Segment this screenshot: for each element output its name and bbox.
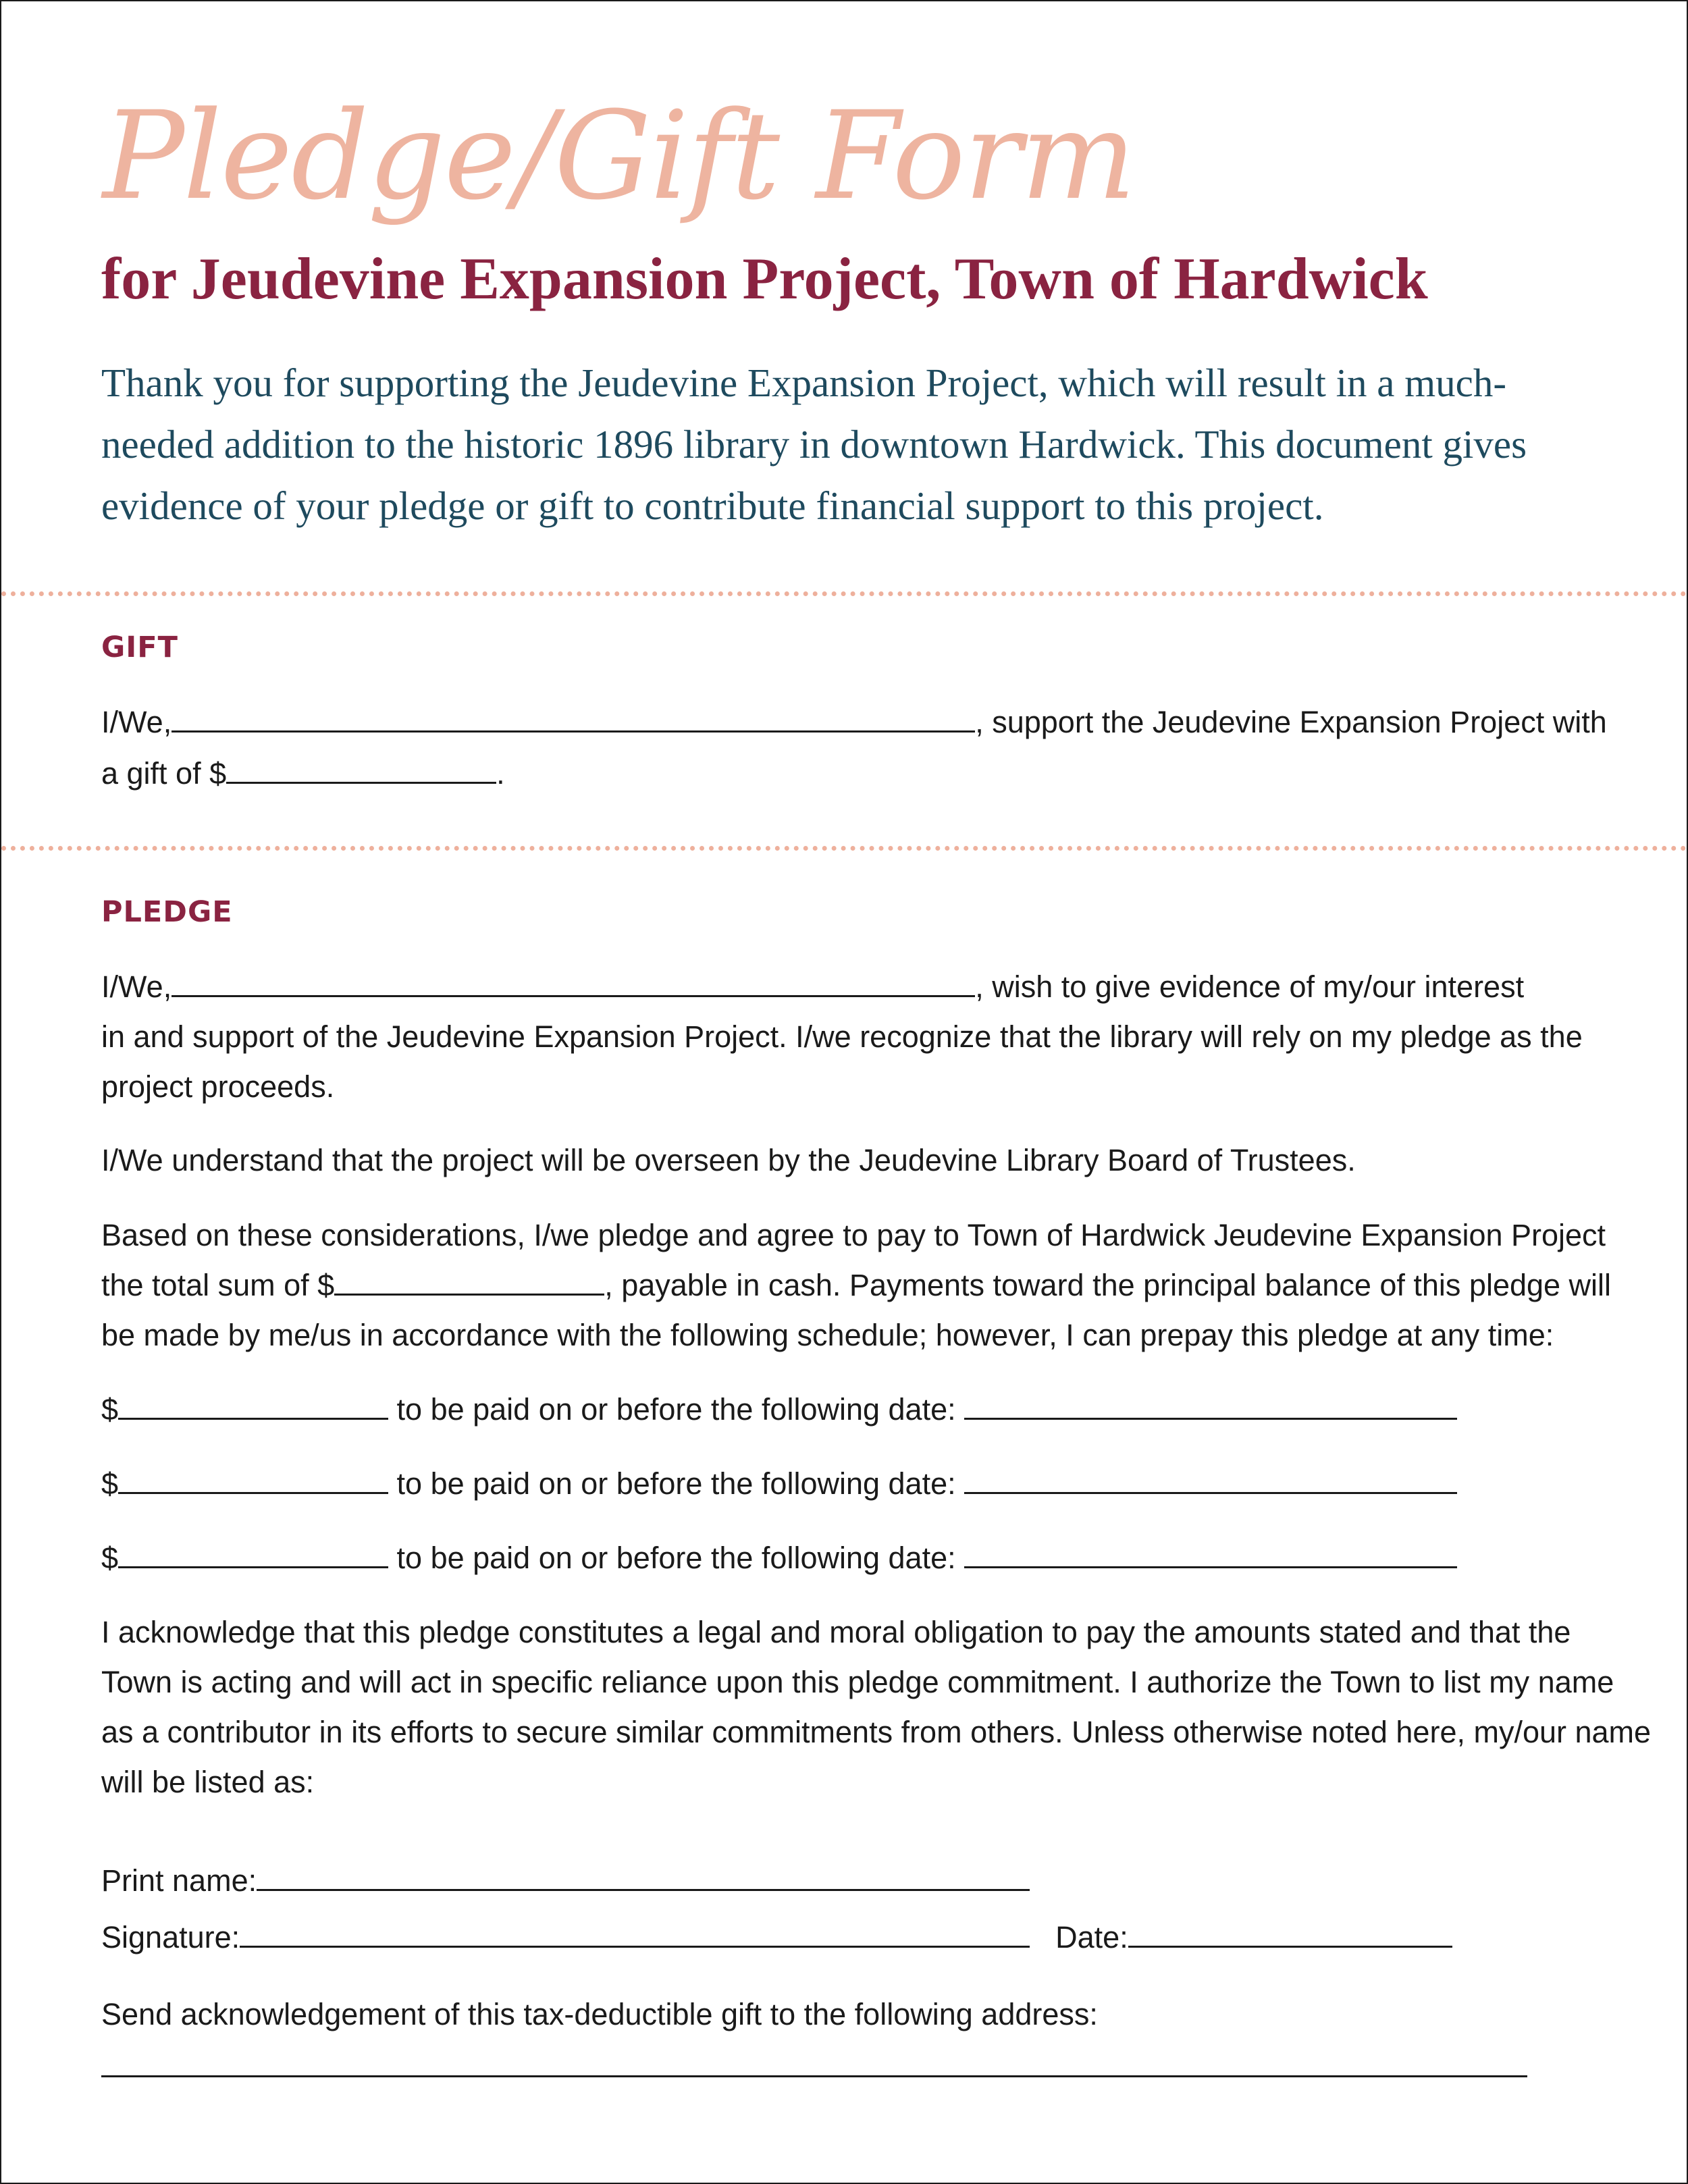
pledge-payable-text: , payable in cash. Payments toward the principal balance of this pledge will	[604, 1268, 1612, 1302]
schedule-row	[101, 1465, 1457, 1503]
date-field[interactable]	[1128, 1919, 1452, 1948]
gift-iwe-label: I/We,	[101, 705, 172, 739]
gift-line-1	[101, 703, 1607, 741]
dotted-divider	[1, 591, 1687, 596]
gift-line-2	[101, 755, 505, 793]
intro-line: needed addition to the historic 1896 library in downtown Hardwick. This document gives	[101, 422, 1527, 467]
pledge-interest-text: , wish to give evidence of my/our interest	[975, 969, 1525, 1004]
dotted-divider	[1, 846, 1687, 851]
signature-field[interactable]	[240, 1919, 1030, 1948]
pledge-line-2: in and support of the Jeudevine Expansion Project. I/we recognize that the library will rely on my pledge as the	[101, 1019, 1583, 1054]
gift-name-field[interactable]	[172, 703, 975, 733]
acknowledgement-line: will be listed as:	[101, 1765, 315, 1799]
gift-amount-label: a gift of $	[101, 756, 227, 791]
acknowledgement-line: Town is acting and will act in specific reliance upon this pledge commitment. I authorize the Town to list my name	[101, 1665, 1614, 1699]
signature-label: Signature:	[101, 1920, 240, 1954]
pledge-line-1	[101, 968, 1524, 1006]
acknowledgement-line: I acknowledge that this pledge constitutes a legal and moral obligation to pay the amounts stated and that the	[101, 1615, 1571, 1649]
gift-support-text: , support the Jeudevine Expansion Project with	[975, 705, 1607, 739]
schedule-dollar-sign: $	[101, 1541, 119, 1575]
schedule-amount-field[interactable]	[118, 1465, 388, 1494]
intro-line: Thank you for supporting the Jeudevine Expansion Project, which will result in a much-	[101, 361, 1506, 405]
print-name-row	[101, 1862, 1030, 1900]
form-subtitle: for Jeudevine Expansion Project, Town of Hardwick	[101, 246, 1428, 312]
date-label: Date:	[1055, 1920, 1128, 1954]
schedule-text: to be paid on or before the following date:	[388, 1466, 965, 1501]
address-field[interactable]	[101, 2075, 1527, 2077]
gift-period: .	[496, 756, 505, 791]
schedule-dollar-sign: $	[101, 1466, 119, 1501]
gift-heading: GIFT	[101, 631, 178, 664]
signature-row	[101, 1919, 1452, 1956]
address-prompt: Send acknowledgement of this tax-deductible gift to the following address:	[101, 1997, 1098, 2031]
intro-line: evidence of your pledge or gift to contribute financial support to this project.	[101, 483, 1324, 528]
pledge-iwe-label: I/We,	[101, 969, 172, 1004]
pledge-heading: PLEDGE	[101, 895, 233, 929]
schedule-date-field[interactable]	[964, 1391, 1457, 1420]
schedule-row	[101, 1539, 1457, 1577]
gift-amount-field[interactable]	[226, 755, 496, 784]
intro-paragraph	[101, 352, 1614, 537]
pledge-oversight-text: I/We understand that the project will be overseen by the Jeudevine Library Board of Trustees.	[101, 1143, 1356, 1177]
schedule-date-field[interactable]	[964, 1465, 1457, 1494]
pledge-consideration-line-1: Based on these considerations, I/we pledge and agree to pay to Town of Hardwick Jeudevine Expansion Project	[101, 1218, 1606, 1252]
pledge-line-3: project proceeds.	[101, 1069, 335, 1104]
print-name-field[interactable]	[257, 1862, 1030, 1891]
schedule-date-field[interactable]	[964, 1539, 1457, 1568]
pledge-consideration-line-2	[101, 1267, 1611, 1304]
acknowledgement-line: as a contributor in its efforts to secure similar commitments from others. Unless otherwise noted here, my/our name	[101, 1715, 1652, 1749]
print-name-label: Print name:	[101, 1863, 257, 1898]
schedule-amount-field[interactable]	[118, 1391, 388, 1420]
schedule-row	[101, 1391, 1457, 1429]
pledge-consideration-line-3: be made by me/us in accordance with the following schedule; however, I can prepay this pledge at any time:	[101, 1318, 1554, 1352]
pledge-name-field[interactable]	[172, 968, 975, 997]
schedule-amount-field[interactable]	[118, 1539, 388, 1568]
schedule-text: to be paid on or before the following date:	[388, 1541, 965, 1575]
schedule-dollar-sign: $	[101, 1392, 119, 1427]
schedule-text: to be paid on or before the following date:	[388, 1392, 965, 1427]
pledge-total-label: the total sum of $	[101, 1268, 335, 1302]
pledge-total-field[interactable]	[334, 1267, 604, 1296]
form-title: Pledge/Gift Form	[103, 86, 1135, 227]
